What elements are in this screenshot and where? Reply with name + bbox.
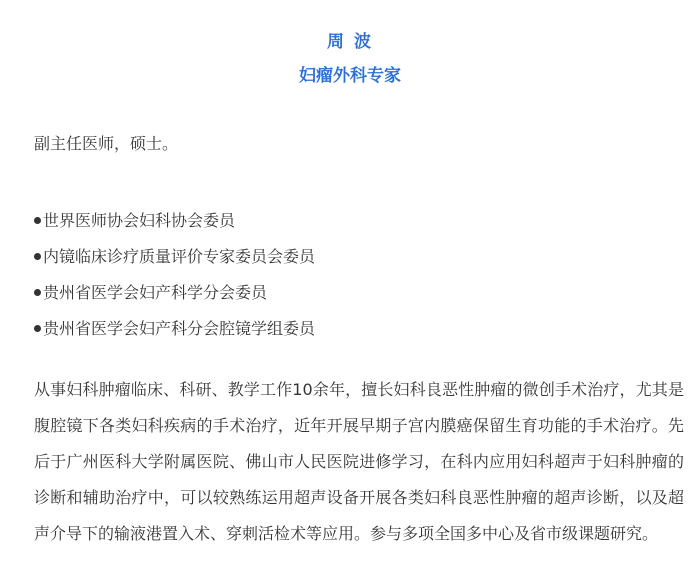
doctor-name: 周 波	[327, 32, 373, 52]
membership-item	[34, 239, 315, 275]
degree-line: 副主任医师，硕士。	[34, 134, 179, 153]
biography-paragraph: 从事妇科肿瘤临床、科研、教学工作10余年，擅长妇科良恶性肿瘤的微创手术治疗，尤其是腹腔镜下各类妇科疾病的手术治疗，近年开展早期子宫内膜癌保留生育功能的手术治疗。先后于广州医科大学附属医院、佛山市人民医院进修学习，在科内应用妇科超声于妇科肿瘤的诊断和辅助治疗中，可以较熟练运用超声设备开展各类妇科良恶性肿瘤的超声诊断，以及超声介导下的输液港置入术、穿刺活检术等应用。参与多项全国多中心及省市级课题研究。	[34, 380, 684, 543]
membership-item	[34, 203, 315, 239]
membership-text: 贵州省医学会妇产科学分会委员	[43, 283, 268, 302]
bullet-icon	[34, 253, 41, 260]
bullet-icon	[34, 325, 41, 332]
membership-text: 贵州省医学会妇产科分会腔镜学组委员	[43, 319, 316, 338]
membership-text: 世界医师协会妇科协会委员	[43, 211, 236, 230]
bullet-icon	[34, 289, 41, 296]
membership-item	[34, 275, 315, 311]
doctor-title: 妇瘤外科专家	[299, 66, 401, 86]
membership-text: 内镜临床诊疗质量评价专家委员会委员	[43, 247, 316, 266]
membership-list	[34, 203, 315, 347]
membership-item	[34, 311, 315, 347]
bullet-icon	[34, 217, 41, 224]
